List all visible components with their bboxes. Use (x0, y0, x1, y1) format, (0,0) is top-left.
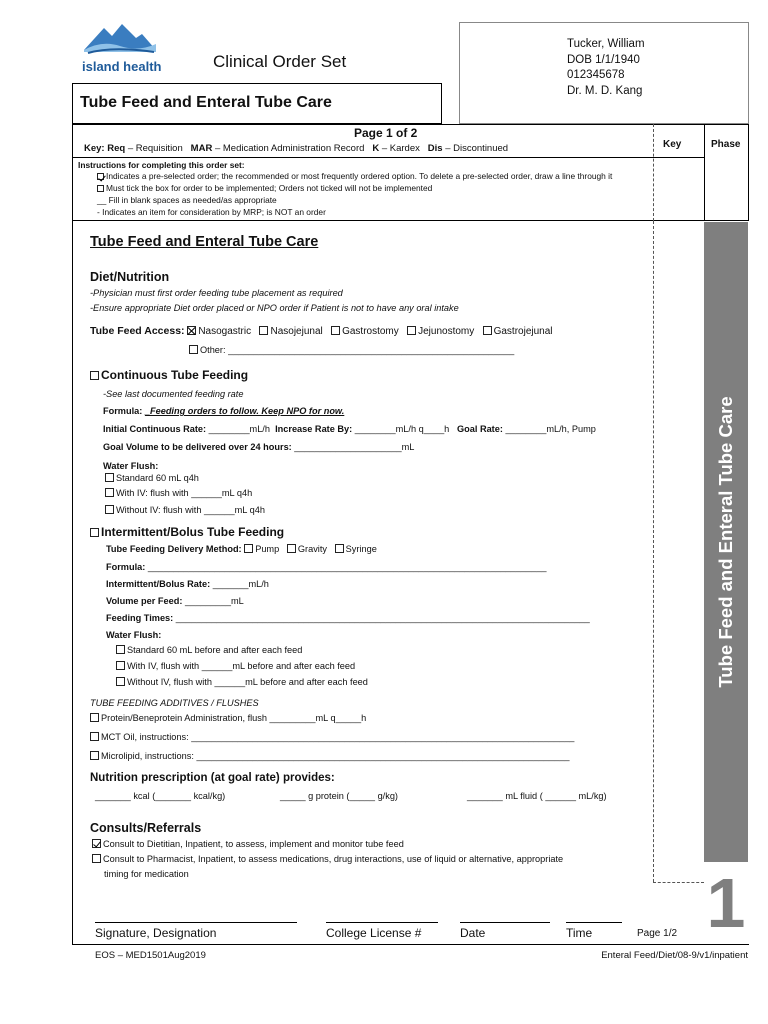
additives-heading: TUBE FEEDING ADDITIVES / FLUSHES (90, 698, 259, 708)
time-line (566, 922, 622, 923)
option-gastrojejunal[interactable]: Gastrojejunal (483, 326, 553, 337)
method-syringe[interactable]: Syringe (335, 544, 377, 554)
page-label: Page 1/2 (637, 928, 678, 939)
option-gastrostomy[interactable]: Gastrostomy (331, 326, 399, 337)
checkbox-icon[interactable] (259, 326, 268, 335)
time-label[interactable]: Time (566, 926, 593, 940)
patient-id: 012345678 (567, 69, 625, 81)
key-column-header: Key (663, 139, 682, 150)
body-left-border (72, 221, 73, 944)
diet-heading: Diet/Nutrition (90, 270, 170, 284)
patient-doctor: Dr. M. D. Kang (567, 84, 643, 97)
instruction-preselected: Indicates a pre-selected order; the recommended or most frequently ordered option. To delete a pre-selected order, draw a line through it (97, 171, 612, 181)
checkbox-icon[interactable] (116, 645, 125, 654)
key-k: K (372, 143, 380, 154)
tube-feed-access-row (90, 325, 553, 337)
continuous-water-without-iv[interactable]: Without IV: flush with ______mL q4h (105, 505, 265, 515)
body-key-column-bottom (653, 882, 704, 883)
checkbox-icon (97, 185, 104, 192)
key-req: Req (107, 143, 126, 154)
phase-column-left-border (704, 124, 705, 221)
option-jejunostomy[interactable]: Jejunostomy (407, 326, 474, 337)
option-nasogastric[interactable]: Nasogastric (187, 326, 251, 337)
key-k-desc: – Kardex (381, 143, 420, 154)
instructions-title: Instructions for completing this order set: (78, 160, 245, 170)
instruction-fill: __ Fill in blank spaces as needed/as appropriate (97, 195, 277, 205)
key-legend (84, 143, 508, 154)
continuous-rates: Initial Continuous Rate: ________mL/h Increase Rate By: ________mL/h q____h Goal Rate: ________mL/h, Pump (103, 424, 596, 434)
nutrition-heading: Nutrition prescription (at goal rate) provides: (90, 772, 335, 784)
island-health-logo (82, 22, 160, 72)
bolus-water-with-iv[interactable]: With IV, flush with ______mL before and after each feed (116, 661, 355, 671)
key-column-left-border (653, 124, 654, 221)
checkbox-icon[interactable] (483, 326, 492, 335)
bolus-rate: Intermittent/Bolus Rate: _______mL/h (106, 579, 269, 589)
checkbox-checked-icon[interactable] (92, 839, 101, 848)
bolus-water-standard[interactable]: Standard 60 mL before and after each feed (116, 645, 302, 655)
footer-version: Enteral Feed/Diet/08-9/v1/inpatient (601, 950, 748, 961)
checkbox-icon[interactable] (189, 345, 198, 354)
checkbox-icon[interactable] (105, 488, 114, 497)
continuous-water-label: Water Flush: (103, 461, 159, 471)
license-line (326, 922, 438, 923)
body-bottom-border (72, 944, 749, 945)
additive-mct-oil[interactable]: MCT Oil, instructions: ___________________________________________________________________________ (90, 732, 574, 742)
checked-box-icon (97, 173, 104, 180)
form-title: Tube Feed and Enteral Tube Care (80, 94, 332, 111)
checkbox-icon[interactable] (287, 544, 296, 553)
checkbox-icon[interactable] (335, 544, 344, 553)
mountain-logo-icon (82, 22, 158, 56)
bolus-water-without-iv[interactable]: Without IV, flush with ______mL before and after each feed (116, 677, 368, 687)
continuous-water-with-iv[interactable]: With IV: flush with ______mL q4h (105, 488, 252, 498)
continuous-formula-value: _Feeding orders to follow. Keep NPO for now. (144, 406, 345, 416)
continuous-formula: Formula: _Feeding orders to follow. Keep NPO for now. (103, 406, 345, 416)
checkbox-icon[interactable] (92, 854, 101, 863)
checkbox-icon[interactable] (90, 751, 99, 760)
nutrition-fluid: _______ mL fluid ( ______ mL/kg) (467, 791, 607, 801)
logo-wordmark: island health (82, 59, 162, 74)
instruction-mrp: - Indicates an item for consideration by MRP; is NOT an order (97, 207, 326, 217)
diet-note-2: -Ensure appropriate Diet order placed or NPO order if Patient is not to have any oral intake (90, 303, 459, 313)
body-key-column-border (653, 221, 654, 882)
key-mar-desc: – Medication Administration Record (214, 143, 365, 154)
consult-pharmacist[interactable]: Consult to Pharmacist, Inpatient, to assess medications, drug interactions, use of liquid or alternative, appropriate (92, 854, 563, 864)
consults-heading: Consults/Referrals (90, 821, 202, 835)
key-dis: Dis (427, 143, 443, 154)
checkbox-icon[interactable] (331, 326, 340, 335)
bolus-formula: Formula: ______________________________________________________________________________ (106, 562, 547, 572)
sidebar-label: Tube Feed and Enteral Tube Care (715, 396, 736, 688)
signature-label[interactable]: Signature, Designation (95, 926, 217, 940)
bolus-feeding-times: Feeding Times: _________________________________________________________________________________ (106, 613, 590, 623)
checkbox-icon[interactable] (90, 371, 99, 380)
checkbox-icon[interactable] (407, 326, 416, 335)
checkbox-icon[interactable] (116, 677, 125, 686)
checkbox-icon[interactable] (90, 713, 99, 722)
nutrition-protein: _____ g protein (_____ g/kg) (280, 791, 398, 801)
consult-dietitian[interactable]: Consult to Dietitian, Inpatient, to assess, implement and monitor tube feed (92, 839, 404, 849)
method-gravity[interactable]: Gravity (287, 544, 327, 554)
bolus-volume: Volume per Feed: _________mL (106, 596, 244, 606)
patient-dob: DOB 1/1/1940 (567, 53, 640, 66)
key-table-divider (72, 157, 704, 158)
page-indicator: Page 1 of 2 (354, 126, 418, 140)
instruction-tick: Must tick the box for order to be implemented; Orders not ticked will not be implemented (97, 183, 432, 193)
checkbox-icon[interactable] (244, 544, 253, 553)
key-dis-desc: – Discontinued (445, 143, 509, 154)
nutrition-kcal: _______ kcal (_______ kcal/kg) (95, 791, 226, 801)
license-label[interactable]: College License # (326, 926, 422, 940)
clinical-order-set-title: Clinical Order Set (213, 52, 347, 71)
diet-note-1: -Physician must first order feeding tube placement as required (90, 288, 343, 298)
checkbox-icon[interactable] (90, 732, 99, 741)
date-label[interactable]: Date (460, 926, 486, 940)
checkbox-icon[interactable] (116, 661, 125, 670)
continuous-heading[interactable]: Continuous Tube Feeding (90, 368, 248, 382)
patient-name: Tucker, William (567, 38, 645, 50)
section-title: Tube Feed and Enteral Tube Care (90, 234, 319, 250)
checkbox-icon[interactable] (105, 473, 114, 482)
method-pump[interactable]: Pump (244, 544, 279, 554)
bolus-delivery-method: Tube Feeding Delivery Method: Pump Gravity Syringe (106, 544, 377, 554)
continuous-goal-volume: Goal Volume to be delivered over 24 hours: _____________________mL (103, 442, 415, 452)
key-mar: MAR (190, 143, 213, 154)
checkbox-checked-icon[interactable] (187, 326, 196, 335)
consult-pharmacist-cont: timing for medication (104, 869, 189, 879)
additive-microlipid[interactable]: Microlipid, instructions: _________________________________________________________________________ (90, 751, 569, 761)
option-nasojejunal[interactable]: Nasojejunal (259, 326, 322, 337)
continuous-water-standard[interactable]: Standard 60 mL q4h (105, 473, 199, 483)
tube-feed-access-label: Tube Feed Access: (90, 325, 185, 337)
patient-info (567, 37, 645, 99)
checkbox-icon[interactable] (90, 528, 99, 537)
key-req-desc: – Requisition (127, 143, 183, 154)
checkbox-icon[interactable] (105, 505, 114, 514)
bolus-heading[interactable]: Intermittent/Bolus Tube Feeding (90, 525, 284, 539)
option-other[interactable]: Other: ________________________________________________________ (189, 345, 514, 355)
bolus-water-label: Water Flush: (106, 630, 162, 640)
phase-number: 1 (706, 864, 746, 942)
continuous-note: -See last documented feeding rate (103, 389, 244, 399)
key-label: Key: (84, 143, 105, 154)
signature-line (95, 922, 297, 923)
footer-form-id: EOS – MED1501Aug2019 (95, 950, 206, 961)
phase-column-header: Phase (711, 139, 741, 150)
date-line (460, 922, 550, 923)
additive-protein[interactable]: Protein/Beneprotein Administration, flush _________mL q_____h (90, 713, 366, 723)
